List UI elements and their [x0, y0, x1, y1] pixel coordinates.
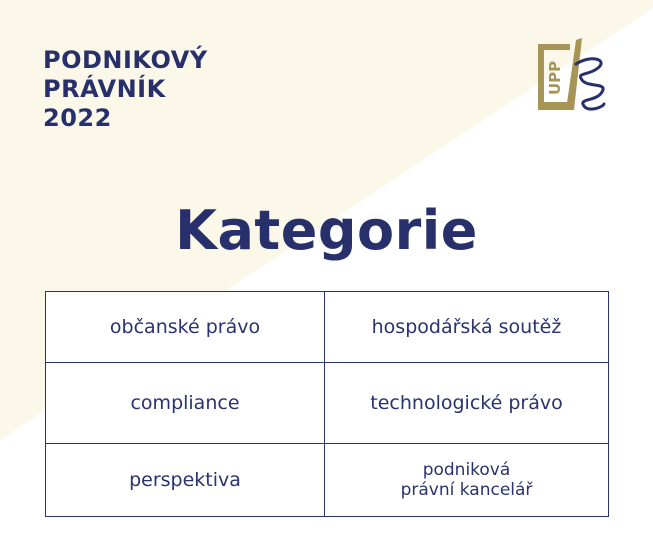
category-cell: hospodářská soutěž	[325, 292, 608, 363]
event-title-line2: PRÁVNÍK	[43, 75, 166, 103]
category-cell-multiline	[325, 444, 608, 516]
logo-upp-text: UPP	[546, 60, 564, 95]
category-cell: technologické právo	[325, 363, 608, 444]
category-line: podniková	[422, 460, 511, 480]
categories-table	[45, 291, 609, 517]
category-cell: občanské právo	[46, 292, 325, 363]
event-title-line1: PODNIKOVÝ	[43, 46, 208, 74]
category-cell: compliance	[46, 363, 325, 444]
logo-navy-spiral	[576, 59, 604, 109]
category-line: právní kancelář	[400, 480, 533, 500]
category-cell: perspektiva	[46, 444, 325, 516]
logo-text	[533, 50, 569, 100]
page-heading: Kategorie	[175, 199, 478, 262]
event-title	[43, 46, 208, 133]
event-title-year: 2022	[43, 104, 112, 132]
